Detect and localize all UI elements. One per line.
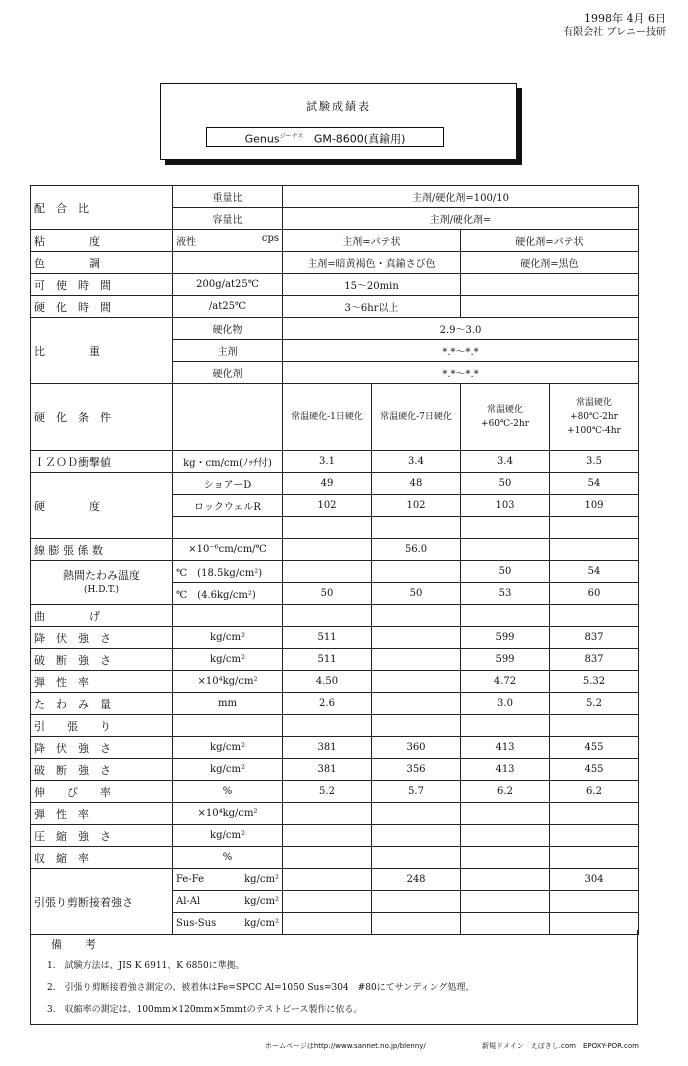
table-row	[31, 693, 639, 715]
cell-value: 381	[283, 737, 372, 759]
footer-domain[interactable]: 新規ドメイン えぽきし.com EPOXY-POR.com	[482, 1042, 639, 1050]
column-header-line: +60℃-2hr	[481, 419, 529, 429]
cell-value: 3.0	[461, 693, 550, 715]
empty-cell	[173, 517, 283, 539]
sub-label: 容量比	[173, 208, 283, 230]
cell-value: 3.4	[461, 451, 550, 473]
note-item: 1. 試験方法は、JIS K 6911、K 6850に準拠。	[47, 961, 245, 971]
sub-label-a: Al-Al	[176, 896, 201, 907]
empty-cell	[372, 517, 461, 539]
empty-cell	[173, 605, 283, 627]
empty-cell	[461, 296, 639, 318]
cell-value: 360	[372, 737, 461, 759]
cell-value: 3～6hr以上	[283, 296, 461, 318]
cell-value: 356	[372, 759, 461, 781]
cell-value: 2.6	[283, 693, 372, 715]
row-label: 引 張 り	[31, 715, 173, 737]
table-row	[31, 737, 639, 759]
sub-label	[173, 869, 283, 891]
title-box	[160, 83, 517, 160]
cell-value: 381	[283, 759, 372, 781]
row-label: 比 重	[31, 318, 173, 384]
unit-cell: kg/cm²	[173, 649, 283, 671]
empty-cell	[283, 825, 372, 847]
cell-value: 50	[461, 473, 550, 495]
empty-cell	[173, 715, 283, 737]
table-row	[31, 318, 639, 340]
sub-label: ロックウェルR	[173, 495, 283, 517]
table-row	[31, 473, 639, 495]
document-header	[563, 12, 666, 40]
cell-value: 3.5	[550, 451, 639, 473]
cell-value: 3.1	[283, 451, 372, 473]
cell-value: 455	[550, 759, 639, 781]
empty-cell	[372, 891, 461, 913]
table-row	[31, 627, 639, 649]
cell-value: 5.2	[550, 693, 639, 715]
empty-cell	[372, 605, 461, 627]
cell-value: 主剤/硬化剤=100/10	[283, 186, 639, 208]
empty-cell	[550, 891, 639, 913]
column-header-line: 常温硬化	[486, 405, 523, 415]
row-label-line: 熱間たわみ温度	[63, 568, 140, 582]
unit-cell: ×10⁴kg/cm²	[173, 671, 283, 693]
cell-value: 6.2	[461, 781, 550, 803]
product-sup: ジーナス	[279, 133, 304, 140]
unit-cell: %	[173, 781, 283, 803]
cell-value	[283, 561, 372, 583]
cell-value: 455	[550, 737, 639, 759]
cell-value: 599	[461, 627, 550, 649]
cell-value: 6.2	[550, 781, 639, 803]
empty-cell	[283, 803, 372, 825]
cell-value	[372, 561, 461, 583]
empty-cell	[283, 715, 372, 737]
product-prefix: Genus	[244, 132, 280, 146]
row-label: 収 縮 率	[31, 847, 173, 869]
row-label: 色 調	[31, 252, 173, 274]
table-row	[31, 825, 639, 847]
empty-cell	[461, 891, 550, 913]
empty-cell	[372, 803, 461, 825]
cell-value: 5.7	[372, 781, 461, 803]
table-row	[31, 274, 639, 296]
empty-cell	[550, 803, 639, 825]
sub-label: 200g/at25℃	[173, 274, 283, 296]
row-label: 弾 性 率	[31, 803, 173, 825]
cell-value: 837	[550, 627, 639, 649]
empty-cell	[283, 605, 372, 627]
cell-value: 109	[550, 495, 639, 517]
empty-cell	[461, 715, 550, 737]
row-label	[31, 561, 173, 605]
table-row	[31, 252, 639, 274]
table-row	[31, 847, 639, 869]
table-row	[31, 296, 639, 318]
empty-cell	[372, 715, 461, 737]
cell-value: 50	[283, 583, 372, 605]
cell-value: 56.0	[372, 539, 461, 561]
cell-value: 60	[550, 583, 639, 605]
notes-section	[30, 930, 638, 1025]
product-name-box	[206, 127, 444, 147]
cell-value: *.*～*.*	[283, 362, 639, 384]
cell-value: 3.4	[372, 451, 461, 473]
company-name: 有限会社 ブレニー技研	[563, 27, 666, 38]
sub-label	[173, 891, 283, 913]
row-label: 可 使 時 間	[31, 274, 173, 296]
cell-value: 837	[550, 649, 639, 671]
cell-value: 15～20min	[283, 274, 461, 296]
row-label: 線 膨 張 係 数	[31, 539, 173, 561]
row-label: 硬 化 条 件	[31, 384, 173, 451]
cell-value: 主剤=暗黄褐色・真鍮さび色	[283, 252, 461, 274]
sub-label-b: kg/cm²	[244, 874, 279, 885]
sub-label-b: cps	[261, 233, 279, 244]
empty-cell	[461, 803, 550, 825]
empty-cell	[461, 274, 639, 296]
empty-cell	[461, 847, 550, 869]
empty-cell	[461, 825, 550, 847]
column-header	[550, 384, 639, 451]
note-item: 2. 引張り剪断接着強さ測定の、被着体はFe=SPCC Al=1050 Sus=304 #80にてサンディング処理。	[47, 983, 475, 993]
cell-value: 54	[550, 561, 639, 583]
cell-value	[372, 693, 461, 715]
sub-label	[173, 230, 283, 252]
unit-cell: %	[173, 847, 283, 869]
cell-value: *.*～*.*	[283, 340, 639, 362]
row-label: 伸 び 率	[31, 781, 173, 803]
cell-value: 54	[550, 473, 639, 495]
sub-label-b: kg/cm²	[244, 896, 279, 907]
cell-value: 4.50	[283, 671, 372, 693]
row-label: 弾 性 率	[31, 671, 173, 693]
product-name: GM-8600(真鍮用)	[313, 132, 406, 146]
empty-cell	[550, 517, 639, 539]
unit-cell: kg/cm²	[173, 759, 283, 781]
table-row	[31, 539, 639, 561]
unit-cell: mm	[173, 693, 283, 715]
unit-cell: kg・cm/cm(ﾉｯﾁ付)	[173, 451, 283, 473]
empty-cell	[550, 539, 639, 561]
sub-label: 重量比	[173, 186, 283, 208]
table-row	[31, 781, 639, 803]
empty-cell	[550, 847, 639, 869]
column-header: 常温硬化-7日硬化	[372, 384, 461, 451]
sub-label-a: Sus-Sus	[176, 918, 217, 929]
cell-value: 5.32	[550, 671, 639, 693]
footer-homepage[interactable]: ホームページはhttp://www.sannet.no.jp/blenny/	[265, 1042, 426, 1050]
column-header-line: 常温硬化	[575, 398, 612, 408]
table-row	[31, 803, 639, 825]
cell-value: 413	[461, 737, 550, 759]
cell-value: 304	[550, 869, 639, 891]
row-label: た わ み 量	[31, 693, 173, 715]
document-date: 1998年 4月 6日	[584, 12, 666, 25]
table-row	[31, 384, 639, 451]
empty-cell	[283, 891, 372, 913]
table-row	[31, 671, 639, 693]
empty-cell	[283, 847, 372, 869]
sub-label-a: Fe-Fe	[176, 874, 204, 885]
cell-value: 511	[283, 627, 372, 649]
unit-cell: kg/cm²	[173, 627, 283, 649]
sub-label: ショアーD	[173, 473, 283, 495]
table-row	[31, 605, 639, 627]
row-label: 降 伏 強 さ	[31, 627, 173, 649]
sub-label: /at25℃	[173, 296, 283, 318]
cell-value: 5.2	[283, 781, 372, 803]
notes-title: 備 考	[51, 938, 102, 951]
empty-cell	[283, 539, 372, 561]
cell-value: 50	[372, 583, 461, 605]
table-row	[31, 451, 639, 473]
unit-cell: kg/cm²	[173, 825, 283, 847]
sub-label: 硬化物	[173, 318, 283, 340]
cell-value: 硬化剤=パテ状	[461, 230, 639, 252]
cell-value: 413	[461, 759, 550, 781]
row-label: 配 合 比	[31, 186, 173, 230]
table-row	[31, 649, 639, 671]
sub-label: ℃ (18.5kg/cm²)	[173, 561, 283, 583]
unit-cell: ×10⁻⁶cm/cm/℃	[173, 539, 283, 561]
column-header-line: +80℃-2hr	[570, 412, 618, 422]
empty-cell	[550, 605, 639, 627]
empty-cell	[372, 825, 461, 847]
table-row	[31, 715, 639, 737]
row-label: 引張り剪断接着強さ	[31, 869, 173, 935]
sub-label: 主剤	[173, 340, 283, 362]
row-label: 破 断 強 さ	[31, 759, 173, 781]
table-row	[31, 561, 639, 583]
empty-cell	[372, 847, 461, 869]
cell-value: 硬化剤=黒色	[461, 252, 639, 274]
cell-value: 主剤/硬化剤=	[283, 208, 639, 230]
empty-cell	[550, 825, 639, 847]
row-label: 曲 げ	[31, 605, 173, 627]
cell-value	[461, 869, 550, 891]
cell-value: 103	[461, 495, 550, 517]
cell-value: 4.72	[461, 671, 550, 693]
cell-value: 102	[283, 495, 372, 517]
cell-value: 53	[461, 583, 550, 605]
row-label-line: (H.D.T.)	[83, 584, 120, 595]
cell-value	[372, 671, 461, 693]
cell-value: 主剤=パテ状	[283, 230, 461, 252]
row-label: 降 伏 強 さ	[31, 737, 173, 759]
test-results-table	[30, 185, 639, 935]
column-header	[461, 384, 550, 451]
empty-cell	[283, 517, 372, 539]
row-label: 硬 化 時 間	[31, 296, 173, 318]
row-label: 破 断 強 さ	[31, 649, 173, 671]
sub-label: 硬化剤	[173, 362, 283, 384]
cell-value: 511	[283, 649, 372, 671]
sub-label: ℃ (4.6kg/cm²)	[173, 583, 283, 605]
row-label: 硬 度	[31, 473, 173, 539]
row-label: ＩＺＯＤ衝撃値	[31, 451, 173, 473]
row-label: 圧 縮 強 さ	[31, 825, 173, 847]
table-row	[31, 186, 639, 208]
column-header: 常温硬化-1日硬化	[283, 384, 372, 451]
table-row	[31, 230, 639, 252]
cell-value: 599	[461, 649, 550, 671]
empty-cell	[461, 517, 550, 539]
note-item: 3. 収縮率の測定は、100mm×120mm×5mmtのテストピース製作に依る。	[47, 1005, 363, 1015]
row-label: 粘 度	[31, 230, 173, 252]
cell-value: 49	[283, 473, 372, 495]
sub-label-b: kg/cm²	[244, 918, 279, 929]
cell-value: 102	[372, 495, 461, 517]
cell-value: 48	[372, 473, 461, 495]
table-row	[31, 869, 639, 891]
page-title: 試験成績表	[306, 100, 371, 113]
sub-label-a: 液性	[176, 237, 196, 248]
empty-cell	[173, 384, 283, 451]
cell-value	[283, 869, 372, 891]
cell-value	[372, 627, 461, 649]
empty-cell	[550, 715, 639, 737]
empty-cell	[461, 605, 550, 627]
column-header-line: +100℃-4hr	[567, 426, 621, 436]
table-row	[31, 759, 639, 781]
cell-value	[372, 649, 461, 671]
unit-cell: ×10⁴kg/cm²	[173, 803, 283, 825]
empty-cell	[461, 539, 550, 561]
cell-value: 50	[461, 561, 550, 583]
cell-value: 248	[372, 869, 461, 891]
cell-value: 2.9～3.0	[283, 318, 639, 340]
empty-cell	[173, 252, 283, 274]
unit-cell: kg/cm²	[173, 737, 283, 759]
